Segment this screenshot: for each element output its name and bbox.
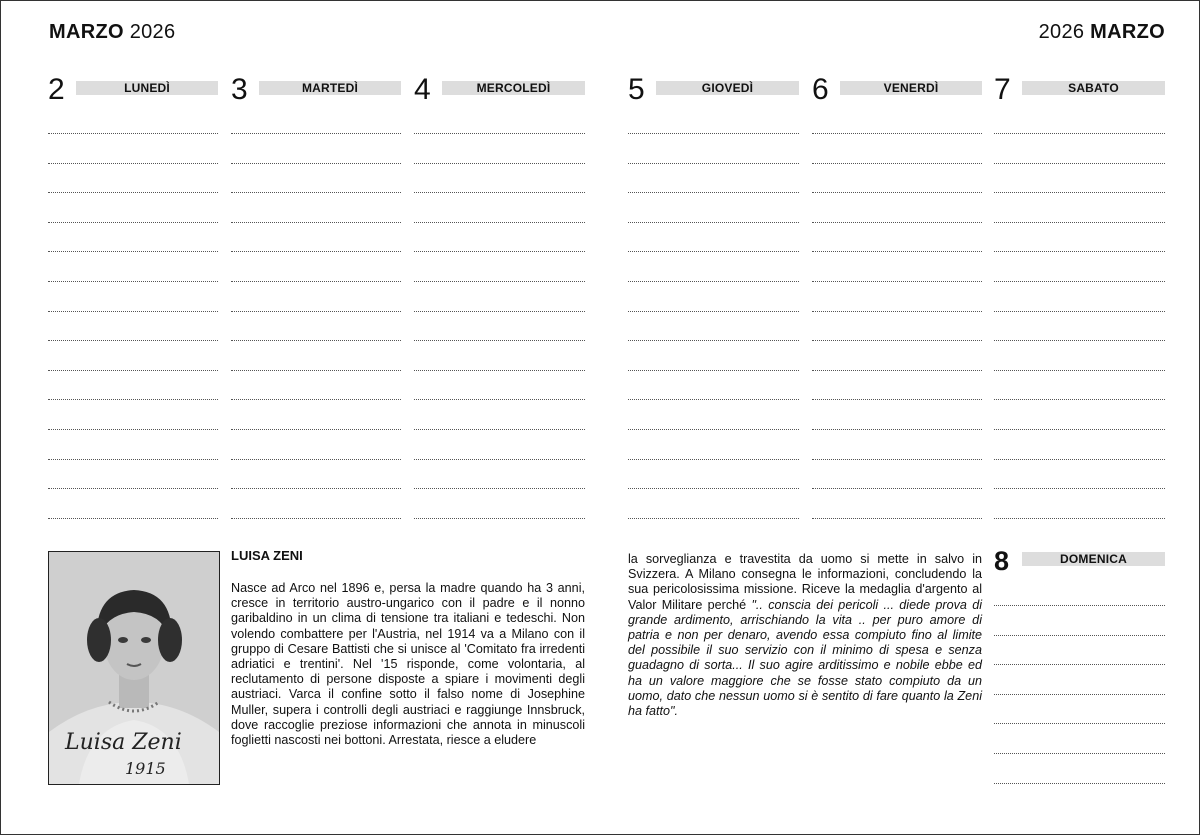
writing-line[interactable] bbox=[994, 192, 1165, 193]
writing-line[interactable] bbox=[994, 429, 1165, 430]
header-left-month: MARZO bbox=[49, 21, 124, 43]
writing-line[interactable] bbox=[994, 723, 1165, 724]
writing-line[interactable] bbox=[812, 133, 982, 134]
writing-line[interactable] bbox=[628, 311, 799, 312]
writing-line[interactable] bbox=[231, 163, 401, 164]
bio-continuation bbox=[628, 552, 982, 719]
day-header bbox=[414, 75, 585, 105]
writing-line[interactable] bbox=[48, 459, 218, 460]
writing-line[interactable] bbox=[414, 251, 585, 252]
day-column-monday bbox=[48, 75, 218, 525]
writing-line[interactable] bbox=[231, 459, 401, 460]
writing-line[interactable] bbox=[994, 635, 1165, 636]
day-number: 7 bbox=[994, 73, 1011, 106]
portrait-illustration bbox=[49, 552, 219, 784]
writing-line[interactable] bbox=[812, 192, 982, 193]
writing-line[interactable] bbox=[994, 370, 1165, 371]
writing-line[interactable] bbox=[48, 251, 218, 252]
writing-line[interactable] bbox=[994, 281, 1165, 282]
writing-line[interactable] bbox=[994, 222, 1165, 223]
writing-line[interactable] bbox=[812, 399, 982, 400]
writing-line[interactable] bbox=[628, 429, 799, 430]
writing-line[interactable] bbox=[994, 251, 1165, 252]
writing-line[interactable] bbox=[628, 133, 799, 134]
day-header bbox=[231, 75, 401, 105]
day-name: MERCOLEDÌ bbox=[476, 81, 551, 95]
writing-line[interactable] bbox=[48, 429, 218, 430]
writing-line[interactable] bbox=[994, 783, 1165, 784]
writing-line[interactable] bbox=[414, 133, 585, 134]
writing-line[interactable] bbox=[994, 311, 1165, 312]
day-column-wednesday bbox=[414, 75, 585, 525]
writing-line[interactable] bbox=[231, 488, 401, 489]
writing-line[interactable] bbox=[994, 459, 1165, 460]
writing-line[interactable] bbox=[48, 163, 218, 164]
writing-line[interactable] bbox=[628, 192, 799, 193]
writing-line[interactable] bbox=[48, 399, 218, 400]
writing-line[interactable] bbox=[628, 251, 799, 252]
photo-signature: Luisa Zeni bbox=[65, 730, 182, 755]
writing-line[interactable] bbox=[414, 222, 585, 223]
writing-line[interactable] bbox=[812, 222, 982, 223]
writing-line[interactable] bbox=[812, 370, 982, 371]
bio-title: LUISA ZENI bbox=[231, 548, 303, 563]
portrait-photo bbox=[48, 551, 220, 785]
writing-line[interactable] bbox=[628, 222, 799, 223]
day-name: VENERDÌ bbox=[883, 81, 939, 95]
header-right-year: 2026 bbox=[1038, 21, 1085, 43]
writing-line[interactable] bbox=[628, 163, 799, 164]
writing-line[interactable] bbox=[48, 488, 218, 489]
day-column-saturday bbox=[994, 75, 1165, 525]
header-right-month: MARZO bbox=[1090, 21, 1165, 43]
writing-line[interactable] bbox=[994, 694, 1165, 695]
writing-line[interactable] bbox=[414, 340, 585, 341]
writing-line[interactable] bbox=[994, 163, 1165, 164]
writing-line[interactable] bbox=[994, 488, 1165, 489]
writing-line[interactable] bbox=[414, 399, 585, 400]
day-column-tuesday bbox=[231, 75, 401, 525]
day-header bbox=[812, 75, 982, 105]
writing-line[interactable] bbox=[48, 133, 218, 134]
writing-line[interactable] bbox=[414, 192, 585, 193]
writing-line[interactable] bbox=[231, 311, 401, 312]
writing-line[interactable] bbox=[812, 459, 982, 460]
day-number: 4 bbox=[414, 73, 431, 106]
photo-year: 1915 bbox=[125, 759, 166, 778]
day-name: GIOVEDÌ bbox=[701, 81, 754, 95]
day-number: 8 bbox=[994, 546, 1010, 576]
writing-line[interactable] bbox=[231, 399, 401, 400]
writing-line[interactable] bbox=[994, 340, 1165, 341]
writing-line[interactable] bbox=[994, 133, 1165, 134]
writing-line[interactable] bbox=[812, 281, 982, 282]
day-name: MARTEDÌ bbox=[301, 81, 359, 95]
writing-line[interactable] bbox=[994, 605, 1165, 606]
writing-line[interactable] bbox=[414, 311, 585, 312]
writing-line[interactable] bbox=[48, 518, 218, 519]
writing-line[interactable] bbox=[812, 429, 982, 430]
bio-text: Nasce ad Arco nel 1896 e, persa la madre quando ha 3 anni, cresce in territorio austro-ungarico con il padre e il nonno garibaldino in un clima di tensione tra italiani e tedeschi. Non volendo combattere per l'Austria, nel 1914 va a Milano con il gruppo di Cesare Battisti che si unisce al 'Comitato fra irredenti adriatici e trentini'. Nel '15 risponde, come volontaria, al reclutamento di persone disposte a spiare i movimenti degli austriaci. Varca il confine sotto il falso nome di Josephine Muller, supera i controlli degli austriaci e raggiunge Innsbruck, dove raccoglie preziose informazioni che annota in minuscoli foglietti nascosti nei bottoni. Arrestata, riesce a eludere bbox=[231, 581, 585, 748]
bio-quote: ".. conscia dei pericoli ... diede prova di grande ardimento, arrischiando la vita .. per puro amore di patria e non per denaro, avendo essa compiuto fino al limite del possibile il suo servizio con il minimo di spesa e senza guadagno di sorta... Il suo agire arditissimo e nobile ebbe ed ha un valore maggiore che se fosse stato compiuto da un uomo, dato che nessun uomo si è sentito di fare quanto la Zeni ha fatto". bbox=[628, 597, 983, 719]
day-number: 3 bbox=[231, 73, 248, 106]
writing-line[interactable] bbox=[414, 429, 585, 430]
day-header bbox=[628, 75, 799, 105]
writing-line[interactable] bbox=[231, 251, 401, 252]
writing-line[interactable] bbox=[414, 163, 585, 164]
writing-line[interactable] bbox=[812, 340, 982, 341]
writing-line[interactable] bbox=[414, 488, 585, 489]
writing-line[interactable] bbox=[812, 518, 982, 519]
writing-line[interactable] bbox=[812, 311, 982, 312]
day-header bbox=[48, 75, 218, 105]
day-number: 6 bbox=[812, 73, 829, 106]
header-left bbox=[49, 21, 175, 44]
day-number: 2 bbox=[48, 73, 65, 106]
writing-line[interactable] bbox=[812, 163, 982, 164]
writing-line[interactable] bbox=[48, 192, 218, 193]
writing-line[interactable] bbox=[231, 429, 401, 430]
writing-line[interactable] bbox=[231, 133, 401, 134]
header-right bbox=[1039, 21, 1165, 44]
day-number: 5 bbox=[628, 73, 645, 106]
writing-line[interactable] bbox=[628, 281, 799, 282]
day-name: DOMENICA bbox=[1060, 552, 1127, 566]
writing-line[interactable] bbox=[48, 311, 218, 312]
writing-line[interactable] bbox=[628, 488, 799, 489]
writing-line[interactable] bbox=[414, 518, 585, 519]
writing-line[interactable] bbox=[628, 518, 799, 519]
writing-line[interactable] bbox=[231, 370, 401, 371]
writing-line[interactable] bbox=[812, 488, 982, 489]
writing-line[interactable] bbox=[231, 281, 401, 282]
writing-line[interactable] bbox=[414, 370, 585, 371]
writing-line[interactable] bbox=[994, 518, 1165, 519]
writing-line[interactable] bbox=[414, 281, 585, 282]
day-column-friday bbox=[812, 75, 982, 525]
writing-line[interactable] bbox=[628, 370, 799, 371]
writing-line[interactable] bbox=[994, 753, 1165, 754]
writing-line[interactable] bbox=[48, 222, 218, 223]
writing-line[interactable] bbox=[628, 340, 799, 341]
writing-line[interactable] bbox=[628, 459, 799, 460]
bio-continuation-text: la sorveglianza e travestita da uomo si mette in salvo in Svizzera. A Milano consegna le informazioni, concludendo la sua pericolosissima missione. Riceve la medaglia d'argento al Valor Militare perché bbox=[628, 552, 982, 612]
writing-line[interactable] bbox=[231, 518, 401, 519]
writing-line[interactable] bbox=[231, 222, 401, 223]
day-column-sunday bbox=[994, 546, 1165, 791]
writing-line[interactable] bbox=[48, 281, 218, 282]
writing-line[interactable] bbox=[414, 459, 585, 460]
header-left-year: 2026 bbox=[129, 21, 176, 43]
writing-line[interactable] bbox=[48, 340, 218, 341]
writing-line[interactable] bbox=[48, 370, 218, 371]
day-column-thursday bbox=[628, 75, 799, 525]
writing-line[interactable] bbox=[231, 340, 401, 341]
day-name: LUNEDÌ bbox=[124, 81, 170, 95]
writing-line[interactable] bbox=[231, 192, 401, 193]
day-name: SABATO bbox=[1068, 81, 1119, 95]
day-header bbox=[994, 75, 1165, 105]
day-header bbox=[994, 546, 1165, 576]
writing-line[interactable] bbox=[994, 399, 1165, 400]
writing-line[interactable] bbox=[994, 664, 1165, 665]
writing-line[interactable] bbox=[628, 399, 799, 400]
writing-line[interactable] bbox=[812, 251, 982, 252]
